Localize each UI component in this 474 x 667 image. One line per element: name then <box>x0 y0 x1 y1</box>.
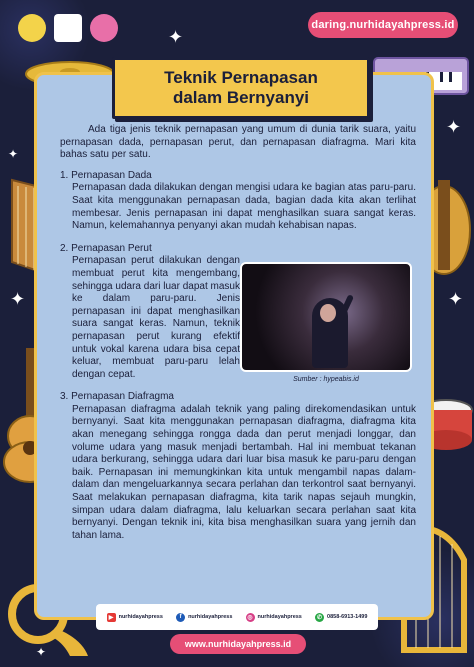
section-heading-3: 3. Pernapasan Diafragma <box>60 391 174 403</box>
nurhidayah-logo <box>54 14 82 42</box>
section-body-3: Pernapasan diafragma adalah teknik yang paling direkomendasikan untuk bernyanyi. Saat kita menggunakan pernapasan diafragma, diafragma kita akan menegang sehingga rongga dada dan perut menjadi longgar, dan volume udara yang masuk menjadi bertambah. Hal ini membuat tekanan udara berkurang, sehingga udara dari luar bisa masuk ke paru-paru dengan baik. Pernapasan ini memungkinkan kita untuk mengambil napas dalam-dalam dan mengeluarkannya secara perlahan dan terkontrol saat bernyanyi. Saat melakukan pernapasan diafragma, kita tarik napas sejauh mungkin, simpan udara dalam diafragma, lalu keluarkan secara perlahan saat kita bernyanyi. Dengan teknik ini, kita bisa menghasilkan suara yang jernih dan tahan lama. <box>72 403 416 541</box>
youtube-link[interactable] <box>107 613 163 622</box>
whatsapp-icon: ✆ <box>317 614 323 621</box>
publisher-logos <box>18 14 118 42</box>
sparkle-icon: ✦ <box>448 289 464 309</box>
title-line-1: Teknik Pernapasan <box>164 68 318 87</box>
facebook-icon: f <box>176 613 185 622</box>
sparkle-icon: ✦ <box>446 117 462 137</box>
photo-block <box>240 262 412 383</box>
youtube-handle: nurhidayahpress <box>118 614 163 620</box>
title-line-2: dalam Bernyanyi <box>172 88 310 107</box>
social-links-bar <box>96 604 378 630</box>
instagram-link[interactable] <box>246 613 302 622</box>
instagram-icon: ◎ <box>247 614 253 621</box>
section-body-2: Pernapasan perut dilakukan dengan membuat perut kita mengembang, sehingga udara dari luar dapat masuk ke dalam paru-paru. Jenis pernapasan ini dapat menghasilkan suara sangat keras. Namun, teknik pernapasan perut kurang efektif untuk vokal karena udara bisa cepat keluar, membuat paru-paru lelah dengan cepat. <box>72 255 240 380</box>
intro-paragraph: Ada tiga jenis teknik pernapasan yang umum di dunia tarik suara, yaitu pernapasan dada, pernapasan perut, dan pernapasan diafragma. Mari kita bahas satu per satu. <box>60 124 416 161</box>
paski-logo <box>18 14 46 42</box>
sparkle-icon: ✦ <box>36 645 47 659</box>
section-body-1: Pernapasan dada dilakukan dengan mengisi udara ke bagian atas paru-paru. Saat kita menggunakan pernapasan dada, bagian dada kita akan terlihat membesar. Jenis pernapasan ini dapat menghasilkan suara sangat keras. Namun, kelemahannya penyanyi akan mudah kehabisan napas. <box>72 182 416 232</box>
section-heading-1: 1. Pernapasan Dada <box>60 169 152 181</box>
facebook-link[interactable] <box>176 613 232 622</box>
page-title <box>112 57 370 119</box>
sparkle-icon: ✦ <box>8 147 19 161</box>
whatsapp-link[interactable] <box>315 613 367 622</box>
singer-photo <box>240 262 412 372</box>
sparkle-icon: ✦ <box>168 27 184 47</box>
section-heading-2: 2. Pernapasan Perut <box>60 242 152 254</box>
site-url-badge[interactable]: daring.nurhidayahpress.id <box>308 12 458 38</box>
website-url-badge[interactable]: www.nurhidayahpress.id <box>170 634 306 654</box>
sparkle-icon: ✦ <box>10 289 26 309</box>
whatsapp-number: 0858-6913-1499 <box>327 614 368 620</box>
youtube-icon: ▶ <box>107 613 116 622</box>
tjandra-logo <box>90 14 118 42</box>
instagram-handle: nurhidayahpress <box>257 614 302 620</box>
photo-caption: Sumber : hypeabis.id <box>293 376 359 383</box>
facebook-handle: nurhidayahpress <box>188 614 233 620</box>
